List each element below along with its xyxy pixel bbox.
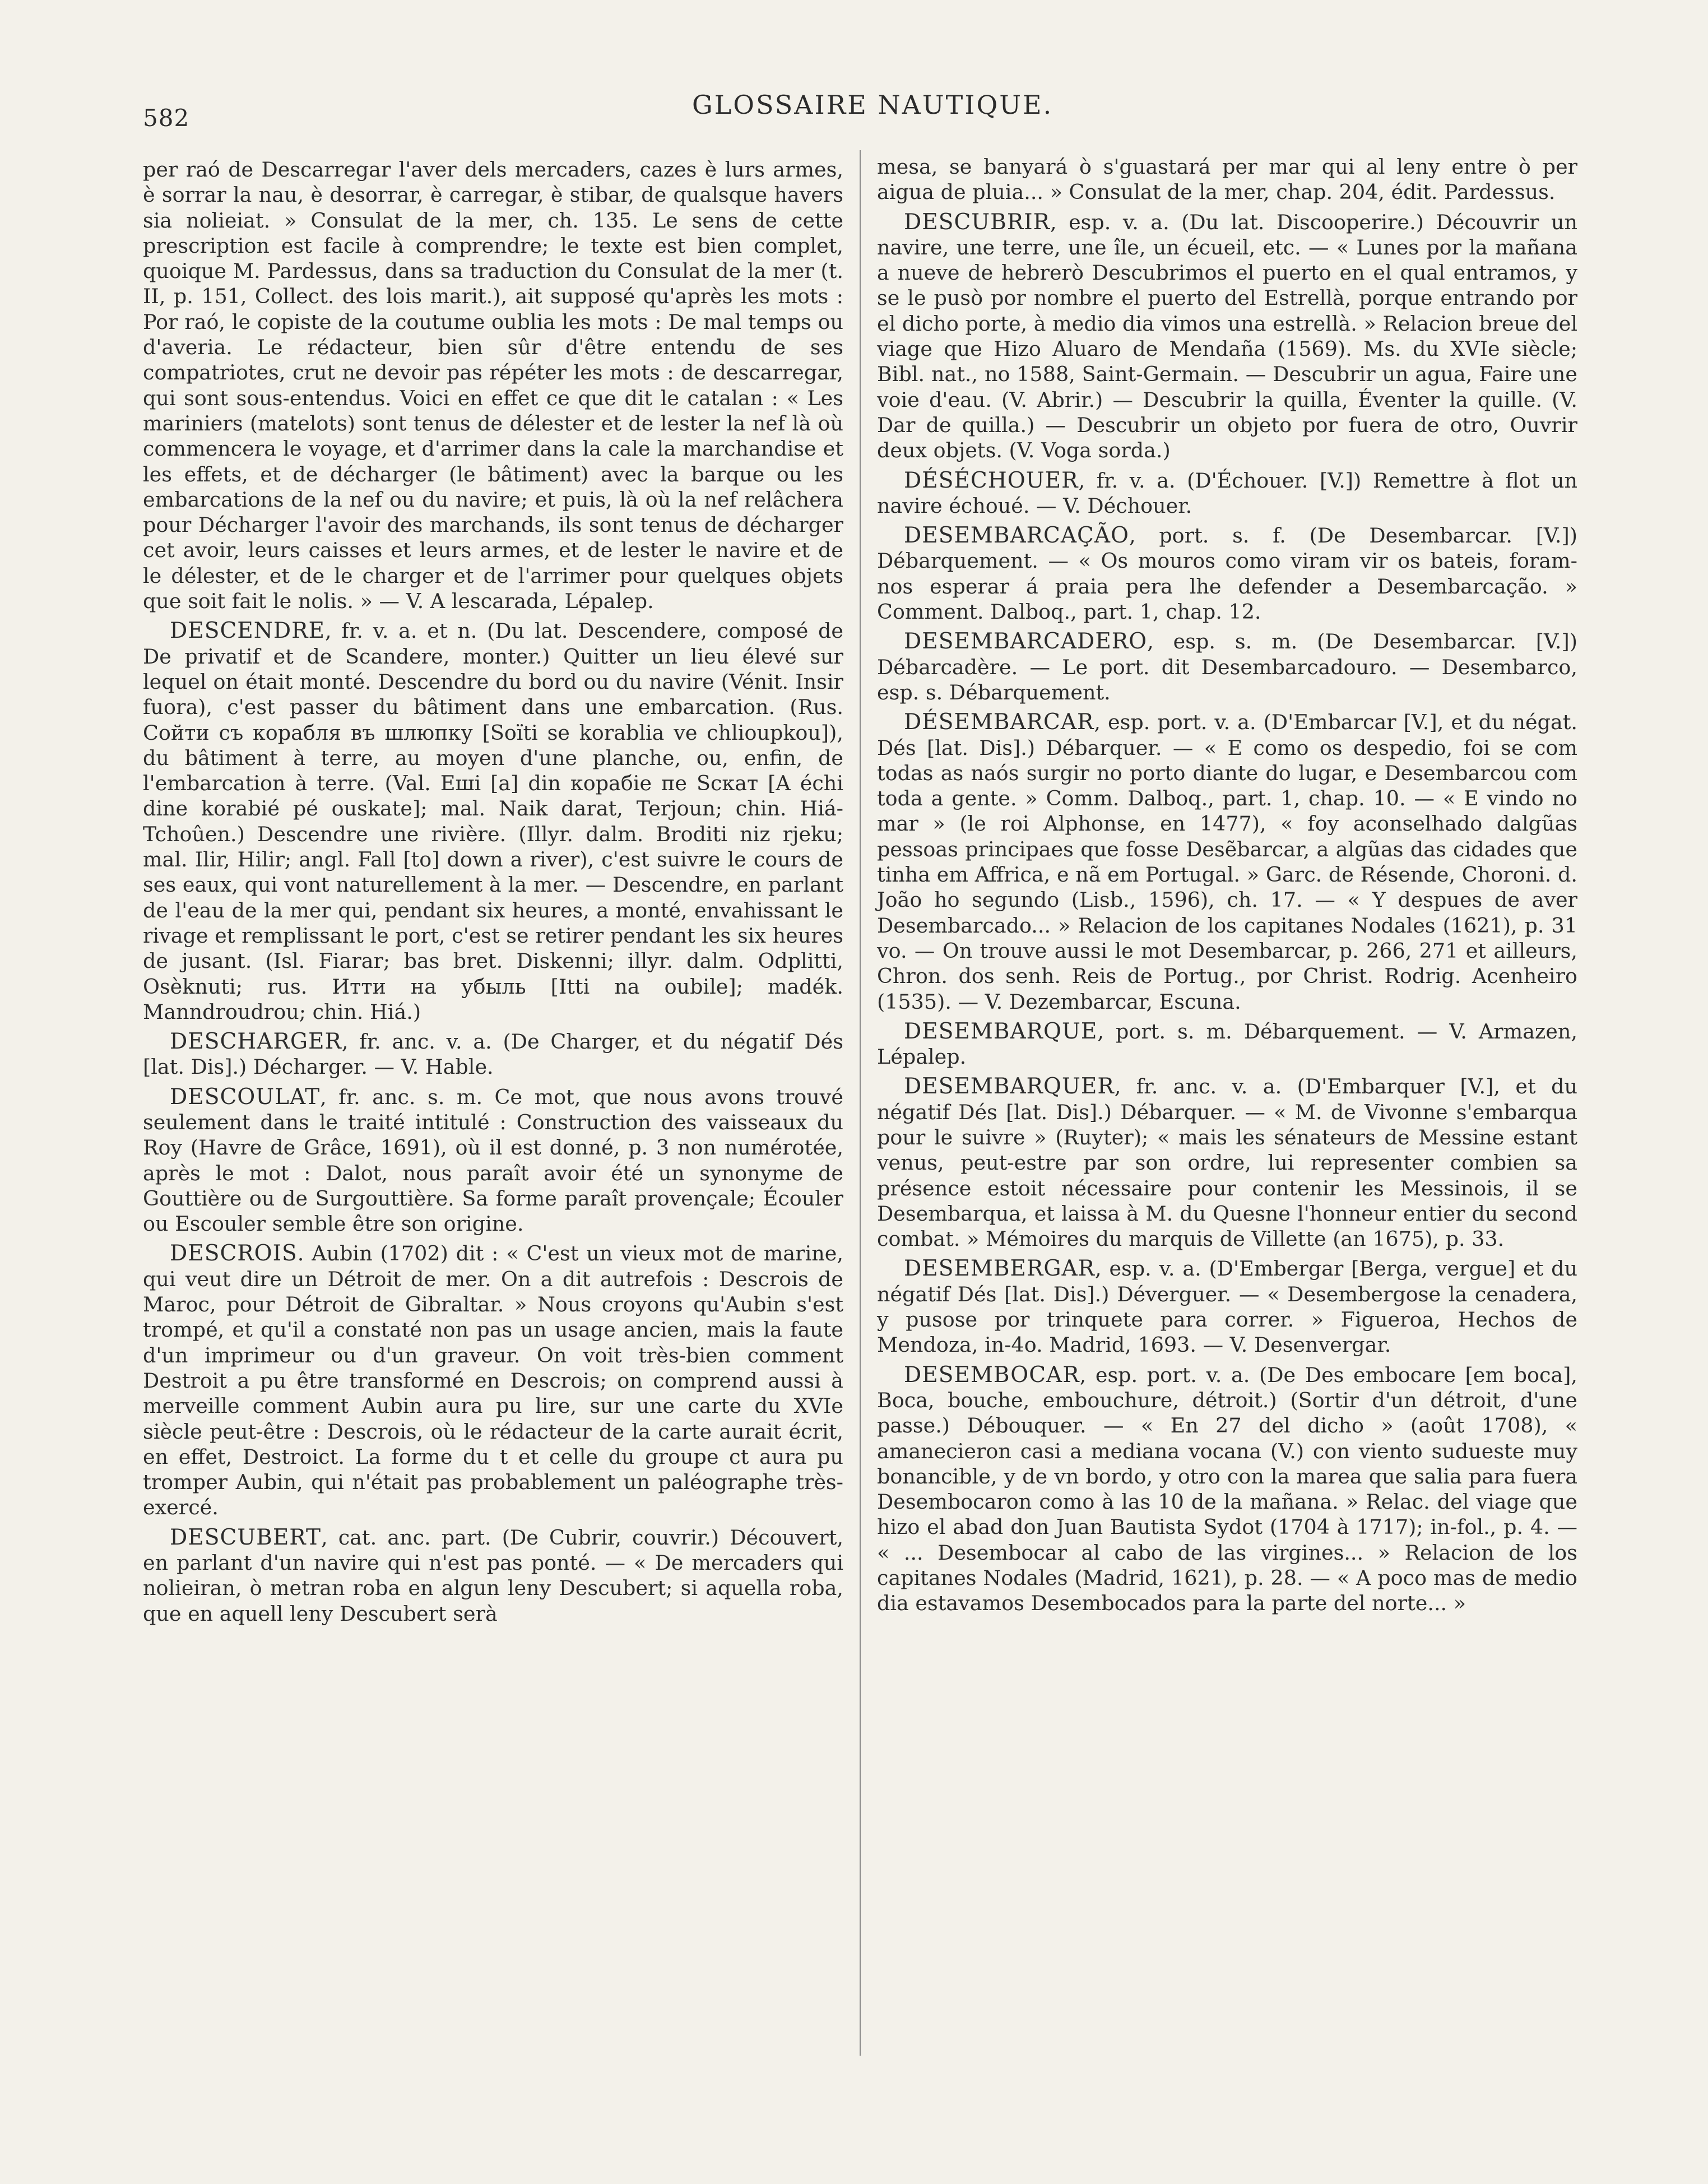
headword: DESEMBOCAR [904,1362,1080,1388]
entry-descrois [143,1241,843,1520]
entry-descubrir [877,210,1577,463]
right-continuation [877,154,1577,205]
entry-text: , fr. anc. v. a. (D'Embarquer [V.], et du négatif Dés [lat. Dis].) Débarquer. — « M. de Vivonne s'embarqua pour le suivre » (Ruyter); « mais les sénateurs de Messine estant venus, peut-estre par son ordre, lui representer combien sa présence estoit nécessaire pour contenir les Messinois, il se Desembarqua, et laissa à M. du Quesne l'honneur entier du second combat. » Mémoires du marquis de Villette (an 1675), p. 33. [877,1074,1577,1251]
entry-desechouer [877,468,1577,519]
headword: DESCUBRIR [904,209,1050,235]
left-continuation [143,157,843,614]
entry-text: . Aubin (1702) dit : « C'est un vieux mot de marine, qui veut dire un Détroit de mer. On a dit autrefois : Descrois de Maroc, pour Détroit de Gibraltar. » Nous croyons qu'Aubin s'est trompé, et qu'il a constaté non pas un usage ancien, mais la faute d'un imprimeur ou d'un graveur. On voit très-bien comment Destroit a pu être transformé en Descrois; on comprend aussi à merveille comment Aubin aura pu lire, sur une carte du XVIe siècle peut-être : Descrois, où le rédacteur de la carte aurait écrit, en effet, Destroict. La forme du t et celle du groupe ct aura pu tromper Aubin, qui n'était pas probablement un paléographe très-exercé. [143,1241,843,1520]
entry-text: , esp. port. v. a. (D'Embarcar [V.], et du négat. Dés [lat. Dis].) Débarquer. — « E como os despedio, foi se com todas as naós surgir no porto diante do lugar, e Desembarcou com toda a gente. » Comm. Dalboq., part. 1, chap. 10. — « E vindo no mar » (le roi Alphonse, en 1477), « foy aconselhado dalgũas pessoas principaes que fosse Desẽbarcar, a algũas das cidades que tinha em Affrica, e nã em Portugal. » Garc. de Résende, Choroni. d. João ho segundo (Lisb., 1596), ch. 17. — « Y despues de aver Desembarcado... » Relacion de los capitanes Nodales (1621), p. 31 vo. — On trouve aussi le mot Desembarcar, p. 266, 271 et ailleurs, Chron. dos senh. Reis de Portug., por Christ. Rodrig. Acenheiro (1535). — V. Dezembarcar, Escuna. [877,710,1577,1014]
running-title: GLOSSAIRE NAUTIQUE. [692,90,1053,120]
entry-descoulat [143,1084,843,1237]
headword: DESCROIS [170,1241,298,1267]
column-divider [860,150,861,2056]
entry-desembarquer [877,1074,1577,1251]
entry-descharger [143,1029,843,1080]
headword: DESCENDRE [170,618,325,644]
entry-desembarcadero [877,629,1577,705]
headword: DESCOULAT [170,1084,321,1110]
headword: DESCUBERT [170,1524,321,1550]
page-number: 582 [143,104,190,132]
entry-desembarque [877,1019,1577,1070]
headword: DÉSEMBARCAR [904,710,1094,735]
entry-text: , port. s. m. Débarquement. — V. Armazen, Lépalep. [877,1019,1577,1069]
headword: DESEMBARCADERO [904,629,1148,655]
entry-text: , esp. v. a. (D'Embergar [Berga, vergue] et du négatif Dés [lat. Dis].) Déverguer. — « Desembergose la cenadera, y pusose por trinquete para correr. » Figueroa, Hechos de Mendoza, in-4o. Madrid, 1693. — V. Desenvergar. [877,1256,1577,1357]
entry-text: , port. s. f. (De Desembarcar. [V.]) Débarquement. — « Os mouros como viram vir os bateis, foram-nos esperar á praia pera lhe defender a Desembarcação. » Comment. Dalboq., part. 1, chap. 12. [877,523,1577,624]
headword: DESEMBERGAR [904,1256,1096,1282]
entry-desembocar [877,1362,1577,1616]
entry-descendre [143,618,843,1024]
left-column [143,157,843,1631]
entry-text: , fr. v. a. et n. (Du lat. Descendere, composé de De privatif et de Scandere, monter.) Quitter un lieu élevé sur lequel on était monté. Descendre du bord ou du navire (Vénit. Insir fuora), c'est passer du bâtiment dans une embarcation. (Rus. Сойти съ корабля въ шлюпку [Soïti se korablia ve chlioupkou]), du bâtiment à terre, au moyen d'une planche, ou, enfin, de l'embarcation à terre. (Val. Eшi [a] din корабie пe Scкaт [A échi dine korabié pé ouskate]; mal. Naik darat, Terjoun; chin. Hiá-Tchoûen.) Descendre une rivière. (Illyr. dalm. Broditi niz rjeku; mal. Ilir, Hilir; angl. Fall [to] down a river), c'est suivre le cours de ses eaux, qui vont naturellement à la mer. — Descendre, en parlant de l'eau de la mer qui, pendant six heures, a monté, envahissant le rivage et remplissant le port, c'est se retirer pendant les six heures de jusant. (Isl. Fiarar; bas bret. Diskenni; illyr. dalm. Odplitti, Osèknuti; rus. Итти на убыль [Itti na oubile]; madék. Manndroudrou; chin. Hiá.) [143,619,843,1024]
entry-desembergar [877,1256,1577,1357]
headword: DESEMBARQUE [904,1018,1098,1044]
entry-text: per raó de Descarregar l'aver dels mercaders, cazes è lurs armes, è sorrar la nau, è desorrar, è carregar, è stibar, de qualsque havers sia nolieiat. » Consulat de la mer, ch. 135. Le sens de cette prescription est facile à comprendre; le texte est bien complet, quoique M. Pardessus, dans sa traduction du Consulat de la mer (t. II, p. 151, Collect. des lois marit.), ait supposé qu'après les mots : Por raó, le copiste de la coutume oublia les mots : De mal temps ou d'averia. Le rédacteur, bien sûr d'être entendu de ses compatriotes, crut ne devoir pas répéter les mots : de descarregar, qui sont sous-entendus. Voici en effet ce que dit le catalan : « Les mariniers (matelots) sont tenus de délester et de lester la nef là où commencera le voyage, et d'arrimer dans la cale la marchandise et les effets, et de décharger (le bâtiment) avec la barque ou les embarcations de la nef ou du navire; et puis, là où la nef relâchera pour Décharger l'avoir des marchands, ils sont tenus de décharger cet avoir, leurs caisses et leurs armes, et de lester le navire et de le délester, et de le charger et de l'arrimer pour quelques objets que soit fait le nolis. » — V. A lescarada, Lépalep. [143,157,843,614]
entry-text: , fr. v. a. (D'Échouer. [V.]) Remettre à flot un navire échoué. — V. Déchouer. [877,468,1577,518]
entry-text: , fr. anc. s. m. Ce mot, que nous avons trouvé seulement dans le traité intitulé : Construction des vaisseaux du Roy (Havre de Grâce, 1691), où il est donné, p. 3 non numérotée, après le mot : Dalot, nous paraît avoir été un synonyme de Gouttière ou de Surgouttière. Sa forme paraît provençale; Écouler ou Escouler semble être son origine. [143,1084,843,1236]
right-column [877,154,1577,1621]
headword: DÉSÉCHOUER [904,467,1079,493]
entry-text: , esp. s. m. (De Desembarcar. [V.]) Débarcadère. — Le port. dit Desembarcadouro. — Desembarco, esp. s. Débarquement. [877,629,1577,704]
entry-desembarcar [877,710,1577,1014]
headword: DESCHARGER [170,1029,342,1055]
entry-descubert [143,1525,843,1626]
entry-text: mesa, se banyará ò s'guastará per mar qui al leny entre ò per aigua de pluia... » Consulat de la mer, chap. 204, édit. Pardessus. [877,155,1577,205]
entry-desembarcacao [877,523,1577,624]
headword: DESEMBARCAÇÃO [904,523,1130,549]
entry-text: , esp. v. a. (Du lat. Discooperire.) Découvrir un navire, une terre, une île, un écueil, etc. — « Lunes por la mañana a nueve de hebrerò Descubrimos el puerto en el qual entramos, y se le pusò por nombre el puerto del Estrellà, porque entrando por el dicho porte, à medio dia vimos una estrellà. » Relacion breue del viage que Hizo Aluaro de Mendaña (1569). Ms. du XVIe siècle; Bibl. nat., no 1588, Saint-Germain. — Descubrir un agua, Faire une voie d'eau. (V. Abrir.) — Descubrir la quilla, Éventer la quille. (V. Dar de quilla.) — Descubrir un objeto por fuera de otro, Ouvrir deux objets. (V. Voga sorda.) [877,210,1577,463]
entry-text: , esp. port. v. a. (De Des embocare [em boca], Boca, bouche, embouchure, détroit.) (Sortir d'un détroit, d'une passe.) Débouquer. — « En 27 del dicho » (août 1708), « amanecieron casi a mediana vocana (V.) con viento sudueste muy bonancible, y de vn bordo, y otro con la marea que salia para fuera Desembocaron como à las 10 de la mañana. » Relac. del viage que hizo el abad don Juan Bautista Sydot (1704 à 1717); in-fol., p. 4. — « ... Desembocar al cabo de las virgines... » Relacion de los capitanes Nodales (Madrid, 1621), p. 28. — « A poco mas de medio dia estavamos Desembocados para la parte del norte... » [877,1362,1577,1616]
entry-text: , cat. anc. part. (De Cubrir, couvrir.) Découvert, en parlant d'un navire qui n'est pas ponté. — « De mercaders qui nolieiran, ò metran roba en algun leny Descubert; si aquella roba, que en aquell leny Descubert serà [143,1525,843,1626]
headword: DESEMBARQUER [904,1074,1115,1100]
entry-text: , fr. anc. v. a. (De Charger, et du négatif Dés [lat. Dis].) Décharger. — V. Hable. [143,1030,843,1079]
